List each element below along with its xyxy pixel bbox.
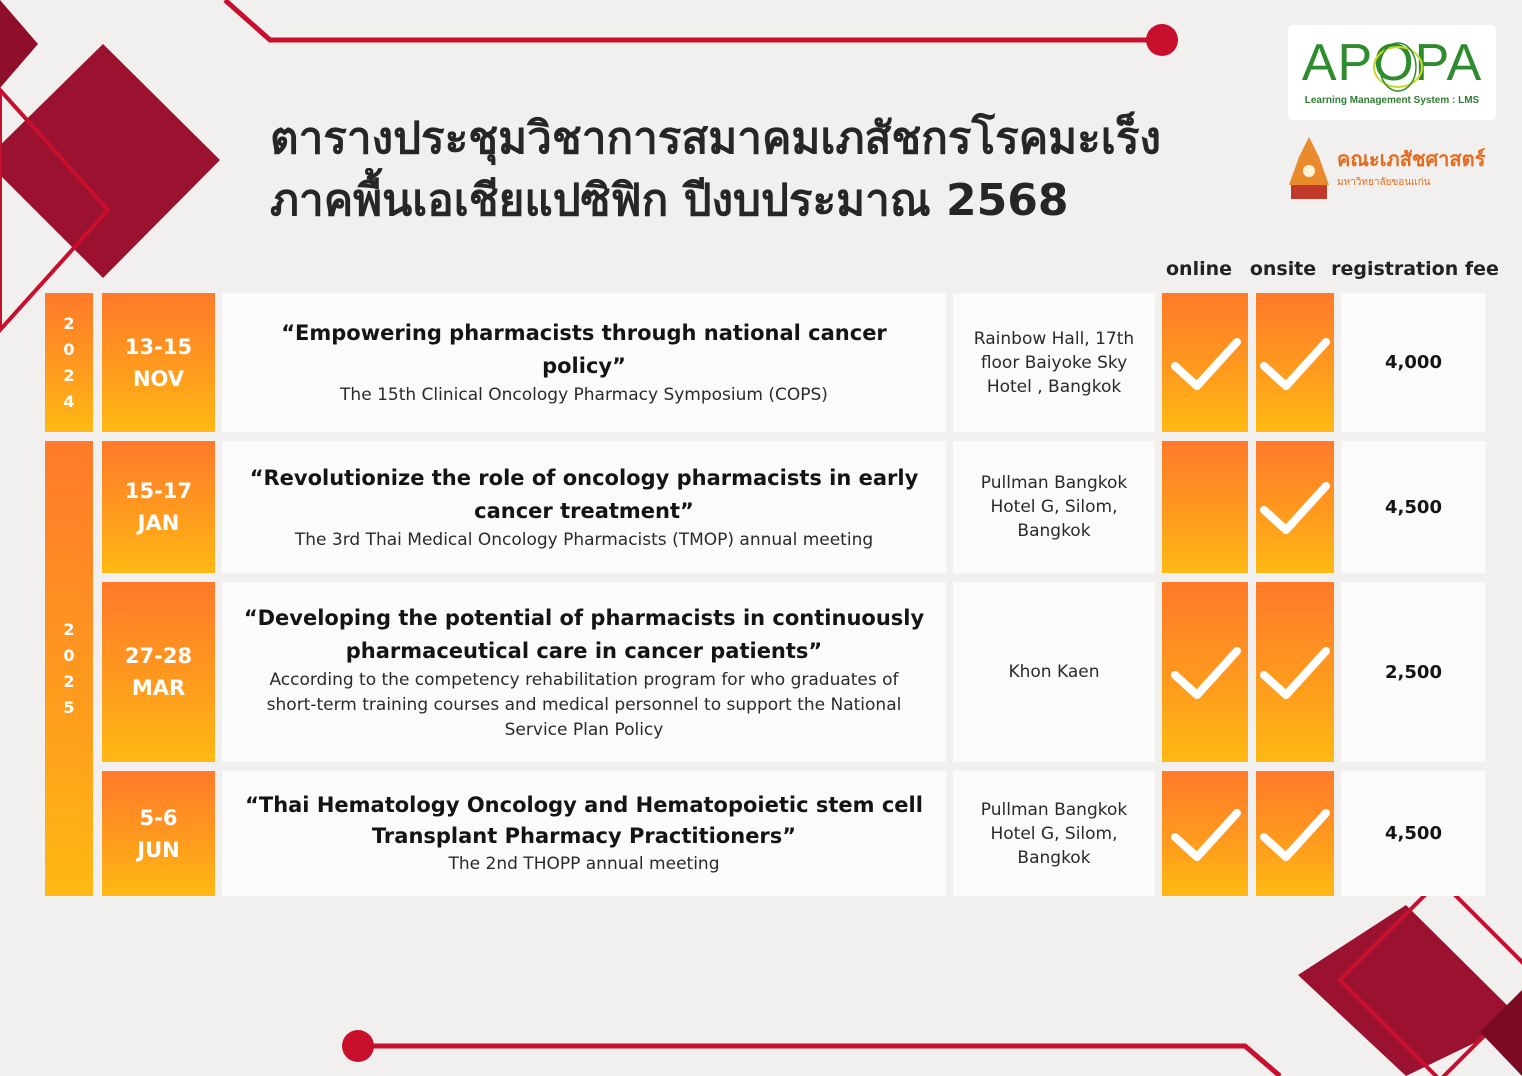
- date-cell: [102, 771, 215, 896]
- event-subtitle: The 15th Clinical Oncology Pharmacy Symposium (COPS): [340, 385, 828, 405]
- column-header-fee: registration fee: [1331, 258, 1499, 280]
- faculty-logo: [1285, 135, 1495, 205]
- online-cell: [1162, 441, 1248, 573]
- fee-cell: 4,500: [1341, 441, 1486, 573]
- date-cell: [102, 582, 215, 762]
- online-cell: [1162, 582, 1248, 762]
- onsite-cell: [1256, 293, 1334, 432]
- onsite-cell: [1256, 582, 1334, 762]
- online-cell: [1162, 771, 1248, 896]
- check-icon: [1256, 799, 1334, 869]
- year-digit: 0: [63, 339, 75, 359]
- event-title: “Revolutionize the role of oncology pharmacists in early cancer treatment”: [249, 465, 919, 523]
- page-title: [270, 108, 1250, 232]
- faculty-seal-icon: [1285, 135, 1333, 203]
- year-digit: 2: [63, 619, 75, 639]
- event-subtitle: According to the competency rehabilitation program for who graduates of short-term training courses and medical personnel to support the National Service Plan Policy: [266, 669, 902, 740]
- column-header-online: online: [1165, 258, 1233, 280]
- year-digit: 4: [63, 391, 75, 411]
- onsite-cell: [1256, 771, 1334, 896]
- year-digit: 2: [63, 365, 75, 385]
- top-accent-line: [225, 0, 1160, 40]
- date-month: JAN: [137, 511, 180, 535]
- apopa-logo-text: APOPA: [1301, 34, 1483, 92]
- year-cell-2024: [45, 293, 93, 432]
- online-cell: [1162, 293, 1248, 432]
- year-digit: 5: [63, 697, 75, 717]
- corner-diamond-top-left: [0, 0, 38, 88]
- date-days: 27-28: [124, 644, 193, 668]
- bottom-accent-dot: [342, 1030, 374, 1062]
- date-days: 5-6: [139, 805, 178, 830]
- diamond-large-top-left: [0, 44, 220, 278]
- column-header-onsite: onsite: [1249, 258, 1317, 280]
- date-days: 13-15: [124, 334, 193, 359]
- university-name: มหาวิทยาลัยขอนแก่น: [1337, 177, 1431, 188]
- event-cell: [222, 293, 946, 432]
- venue-cell: Khon Kaen: [953, 582, 1155, 762]
- title-line-2: ภาคพื้นเอเชียแปซิฟิก ปีงบประมาณ 2568: [270, 175, 1069, 226]
- apopa-swirl-icon: [1370, 39, 1426, 95]
- title-line-1: ตารางประชุมวิชาการสมาคมเภสัชกรโรคมะเร็ง: [270, 113, 1161, 164]
- check-icon: [1165, 799, 1245, 869]
- fee-cell: 4,500: [1341, 771, 1486, 896]
- check-icon: [1256, 328, 1334, 398]
- date-month: NOV: [132, 366, 185, 391]
- year-cell-2025: [45, 441, 93, 896]
- event-title: “Thai Hematology Oncology and Hematopoietic stem cell Transplant Pharmacy Practitioners”: [245, 793, 923, 848]
- venue-cell: Rainbow Hall, 17th floor Baiyoke Sky Hotel , Bangkok: [953, 293, 1155, 432]
- onsite-cell: [1256, 441, 1334, 573]
- fee-cell: 4,000: [1341, 293, 1486, 432]
- check-icon: [1256, 472, 1334, 542]
- check-icon: [1165, 328, 1245, 398]
- venue-cell: Pullman Bangkok Hotel G, Silom, Bangkok: [953, 441, 1155, 573]
- date-cell: [102, 293, 215, 432]
- check-icon: [1256, 637, 1334, 707]
- date-month: JUN: [137, 837, 180, 862]
- top-accent-dot: [1146, 24, 1178, 56]
- date-month: MAR: [131, 676, 186, 700]
- bottom-accent-line: [360, 1046, 1280, 1076]
- apopa-logo: [1288, 25, 1496, 120]
- date-cell: [102, 441, 215, 573]
- event-cell: [222, 582, 946, 762]
- event-title: “Empowering pharmacists through national cancer policy”: [281, 321, 887, 378]
- check-icon: [1165, 637, 1245, 707]
- lms-tagline: Learning Management System : LMS: [1304, 95, 1480, 106]
- event-title: “Developing the potential of pharmacists in continuously pharmaceutical care in cancer patients”: [243, 605, 925, 663]
- year-digit: 2: [63, 671, 75, 691]
- faculty-name: คณะเภสัชศาสตร์: [1337, 147, 1486, 171]
- event-subtitle: The 3rd Thai Medical Oncology Pharmacists (TMOP) annual meeting: [294, 529, 874, 550]
- year-digit: 2: [63, 313, 75, 333]
- fee-cell: 2,500: [1341, 582, 1486, 762]
- date-days: 15-17: [124, 479, 193, 503]
- event-cell: [222, 771, 946, 896]
- year-digit: 0: [63, 645, 75, 665]
- venue-cell: Pullman Bangkok Hotel G, Silom, Bangkok: [953, 771, 1155, 896]
- event-subtitle: The 2nd THOPP annual meeting: [448, 854, 720, 874]
- event-cell: [222, 441, 946, 573]
